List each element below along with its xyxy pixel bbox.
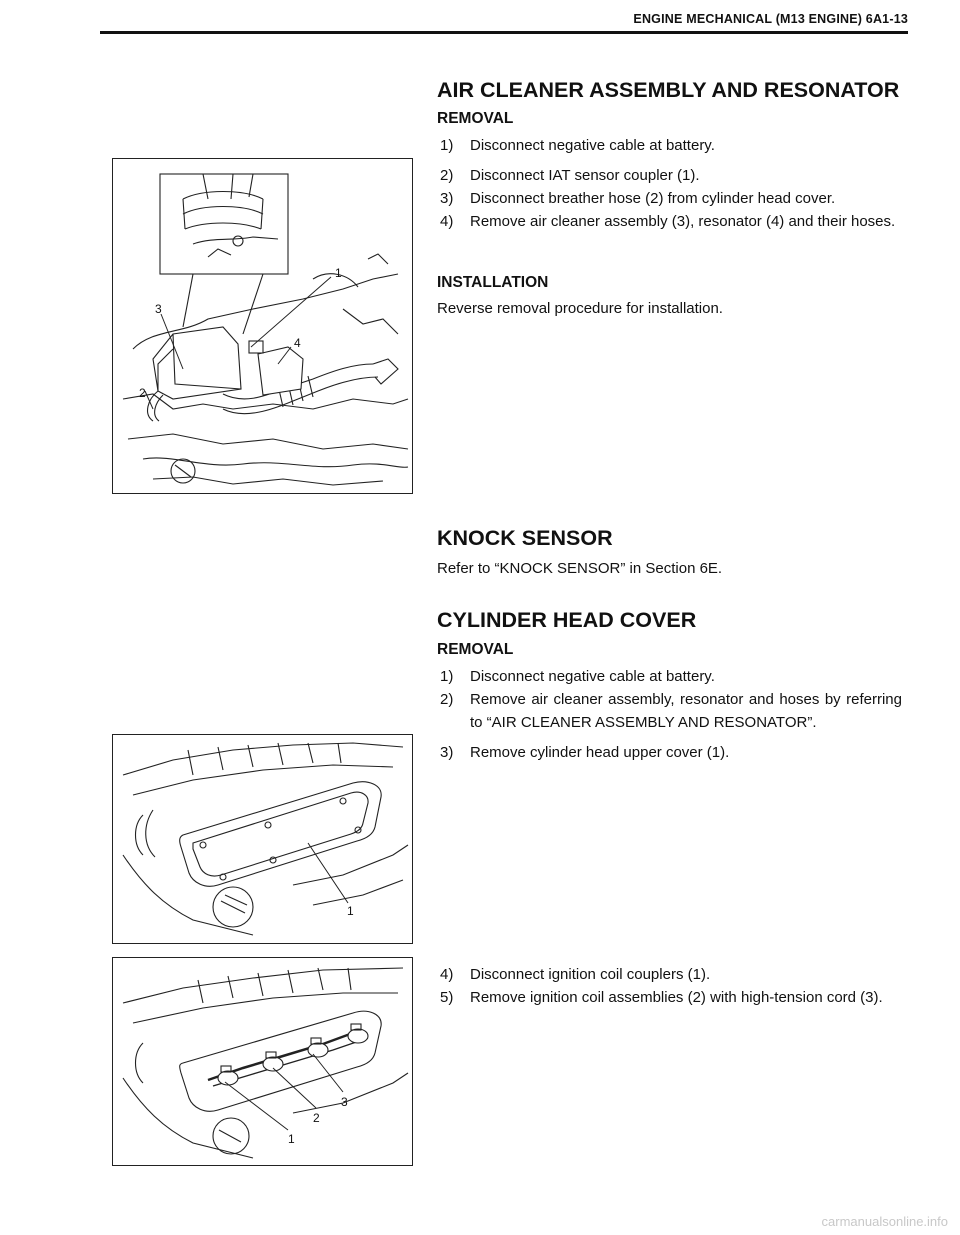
- air-cleaner-step-1: [440, 134, 902, 157]
- section-title-air-cleaner: AIR CLEANER ASSEMBLY AND RESONATOR: [437, 78, 900, 102]
- figure-cylinder-head-upper-cover: [112, 734, 413, 944]
- step-text: Disconnect breather hose (2) from cylinder head cover.: [470, 190, 836, 207]
- page-header: ENGINE MECHANICAL (M13 ENGINE) 6A1-13: [633, 12, 908, 26]
- figure-label: 1: [335, 266, 342, 280]
- cylinder-head-step-3: [440, 741, 902, 764]
- step-number: 4): [440, 966, 454, 983]
- air-cleaner-step-2: [440, 164, 902, 187]
- figure-air-cleaner: [112, 158, 413, 494]
- air-cleaner-removal-heading: REMOVAL: [437, 110, 514, 127]
- step-text: Remove cylinder head upper cover (1).: [470, 744, 730, 761]
- knock-sensor-text: Refer to “KNOCK SENSOR” in Section 6E.: [437, 560, 723, 577]
- watermark-footer: carmanualsonline.info: [821, 1214, 948, 1229]
- step-number: 4): [440, 213, 454, 230]
- cylinder-head-step-5: [440, 986, 902, 1009]
- figure-label: 1: [288, 1132, 295, 1146]
- air-cleaner-step-3: [440, 187, 902, 210]
- step-number: 1): [440, 668, 454, 685]
- cylinder-head-step-4: [440, 963, 902, 986]
- step-number: 3): [440, 190, 454, 207]
- figure-ignition-coils: [112, 957, 413, 1166]
- cylinder-head-step-1: [440, 665, 902, 688]
- figure-label: 2: [313, 1111, 320, 1125]
- step-number: 2): [440, 167, 454, 184]
- step-text: Remove air cleaner assembly, resonator and hoses by referring to “AIR CLEANER ASSEMBLY AND RESONATOR”.: [470, 691, 902, 731]
- section-title-cylinder-head-cover: CYLINDER HEAD COVER: [437, 608, 697, 632]
- step-number: 5): [440, 989, 454, 1006]
- cylinder-head-step-2: [440, 688, 902, 734]
- step-number: 1): [440, 137, 454, 154]
- installation-heading: INSTALLATION: [437, 274, 549, 291]
- step-text: Remove air cleaner assembly (3), resonator (4) and their hoses.: [470, 213, 896, 230]
- step-number: 3): [440, 744, 454, 761]
- step-text: Disconnect negative cable at battery.: [470, 668, 715, 685]
- figure-label: 3: [155, 302, 162, 316]
- step-number: 2): [440, 691, 454, 708]
- step-text: Disconnect ignition coil couplers (1).: [470, 966, 711, 983]
- cylinder-head-removal-heading: REMOVAL: [437, 641, 514, 658]
- step-text: Remove ignition coil assemblies (2) with high-tension cord (3).: [470, 989, 883, 1006]
- figure-label: 1: [347, 904, 354, 918]
- header-rule: [100, 31, 908, 34]
- installation-text: Reverse removal procedure for installation.: [437, 300, 723, 317]
- figure-label: 2: [139, 386, 146, 400]
- air-cleaner-step-4: [440, 210, 902, 233]
- figure-label: 4: [294, 336, 301, 350]
- figure-label: 3: [341, 1095, 348, 1109]
- step-text: Disconnect negative cable at battery.: [470, 137, 715, 154]
- section-title-knock-sensor: KNOCK SENSOR: [437, 526, 613, 550]
- step-text: Disconnect IAT sensor coupler (1).: [470, 167, 700, 184]
